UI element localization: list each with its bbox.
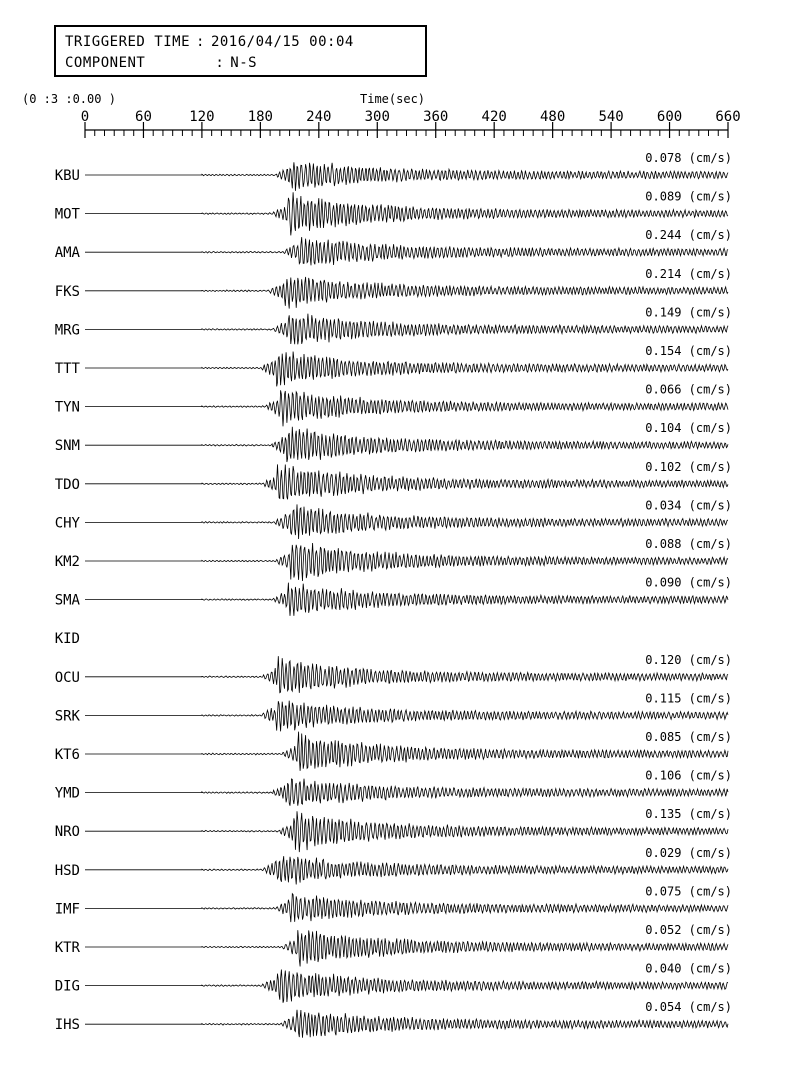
max-amplitude-label: 0.075 (cm/s) (645, 884, 732, 899)
max-amplitude-label: 0.078 (cm/s) (645, 151, 732, 165)
x-tick-label: 480 (539, 109, 566, 125)
waveform-trace (85, 237, 728, 265)
max-amplitude-label: 0.115 (cm/s) (645, 691, 732, 706)
max-amplitude-label: 0.104 (cm/s) (645, 421, 732, 436)
waveform-trace (85, 543, 728, 581)
station-label: SNM (54, 438, 80, 455)
station-label: KBU (54, 168, 80, 184)
waveform-trace (85, 732, 728, 771)
max-amplitude-label: 0.120 (cm/s) (645, 652, 732, 667)
x-tick-label: 180 (247, 109, 274, 125)
separator: : (215, 55, 225, 71)
waveform-trace (85, 701, 728, 732)
station-label: IHS (54, 1017, 80, 1034)
separator: : (196, 34, 205, 50)
time-offset-label: (0 :3 :0.00 ) (22, 92, 116, 106)
station-label: KM2 (54, 554, 80, 570)
x-tick-label: 360 (423, 109, 449, 125)
waveform-trace (85, 352, 728, 387)
waveform-trace (85, 162, 728, 191)
station-label: KT6 (54, 747, 80, 763)
max-amplitude-label: 0.149 (cm/s) (645, 305, 732, 320)
waveform-trace (85, 464, 728, 499)
station-label: OCU (54, 669, 80, 686)
x-tick-label: 120 (189, 109, 215, 125)
triggered-time-value: 2016/04/15 00:04 (210, 34, 354, 50)
waveform-trace (85, 192, 728, 235)
max-amplitude-label: 0.102 (cm/s) (645, 459, 732, 474)
max-amplitude-label: 0.052 (cm/s) (645, 923, 732, 937)
station-label: MRG (54, 322, 80, 339)
station-label: SMA (54, 592, 80, 609)
triggered-time-label: TRIGGERED TIME (65, 34, 191, 50)
component-value: N-S (230, 55, 258, 71)
max-amplitude-label: 0.034 (cm/s) (645, 498, 732, 513)
waveform-trace (85, 427, 728, 462)
max-amplitude-label: 0.090 (cm/s) (645, 575, 732, 590)
max-amplitude-label: 0.040 (cm/s) (645, 961, 732, 976)
x-tick-label: 60 (135, 109, 152, 125)
max-amplitude-label: 0.089 (cm/s) (645, 189, 732, 204)
max-amplitude-label: 0.088 (cm/s) (645, 537, 732, 551)
max-amplitude-label: 0.106 (cm/s) (645, 768, 732, 783)
max-amplitude-label: 0.029 (cm/s) (645, 845, 732, 860)
station-label: KID (54, 631, 80, 648)
max-amplitude-label: 0.066 (cm/s) (645, 382, 732, 397)
max-amplitude-label: 0.154 (cm/s) (645, 344, 732, 358)
station-label: KTR (54, 940, 80, 956)
x-axis-title: Time(sec) (360, 92, 426, 106)
station-label: CHY (54, 515, 80, 532)
x-tick-label: 540 (598, 109, 624, 125)
station-label: DIG (54, 978, 80, 995)
max-amplitude-label: 0.054 (cm/s) (645, 1000, 732, 1015)
waveform-trace (85, 811, 728, 852)
station-label: FKS (54, 283, 80, 300)
waveform-trace (85, 779, 728, 806)
station-label: IMF (54, 901, 80, 918)
x-tick-label: 600 (656, 109, 683, 125)
waveform-trace (85, 656, 728, 693)
station-label: TTT (54, 361, 80, 377)
max-amplitude-label: 0.214 (cm/s) (645, 266, 732, 281)
station-label: TYN (54, 399, 80, 416)
x-tick-label: 660 (715, 109, 741, 125)
waveform-trace (85, 894, 728, 922)
station-label: TDO (54, 476, 80, 493)
waveform-trace (85, 970, 728, 1003)
station-label: NRO (54, 824, 80, 841)
component-label: COMPONENT (65, 55, 146, 71)
waveform-trace (85, 504, 728, 539)
waveform-trace (85, 583, 728, 616)
waveform-trace (85, 314, 728, 345)
station-label: HSD (54, 862, 80, 879)
station-label: SRK (54, 708, 80, 725)
x-tick-label: 300 (364, 109, 390, 125)
waveform-trace (85, 277, 728, 309)
x-tick-label: 420 (481, 109, 507, 125)
waveform-trace (85, 856, 728, 884)
waveform-trace (85, 390, 728, 426)
x-tick-label: 0 (80, 109, 90, 125)
max-amplitude-label: 0.085 (cm/s) (645, 730, 732, 744)
waveform-trace (85, 930, 728, 966)
waveform-trace (85, 1010, 728, 1038)
station-label: YMD (54, 785, 80, 802)
x-tick-label: 240 (306, 109, 332, 125)
max-amplitude-label: 0.135 (cm/s) (645, 807, 732, 822)
station-label: MOT (54, 206, 80, 223)
station-label: AMA (54, 245, 80, 262)
max-amplitude-label: 0.244 (cm/s) (645, 228, 732, 243)
